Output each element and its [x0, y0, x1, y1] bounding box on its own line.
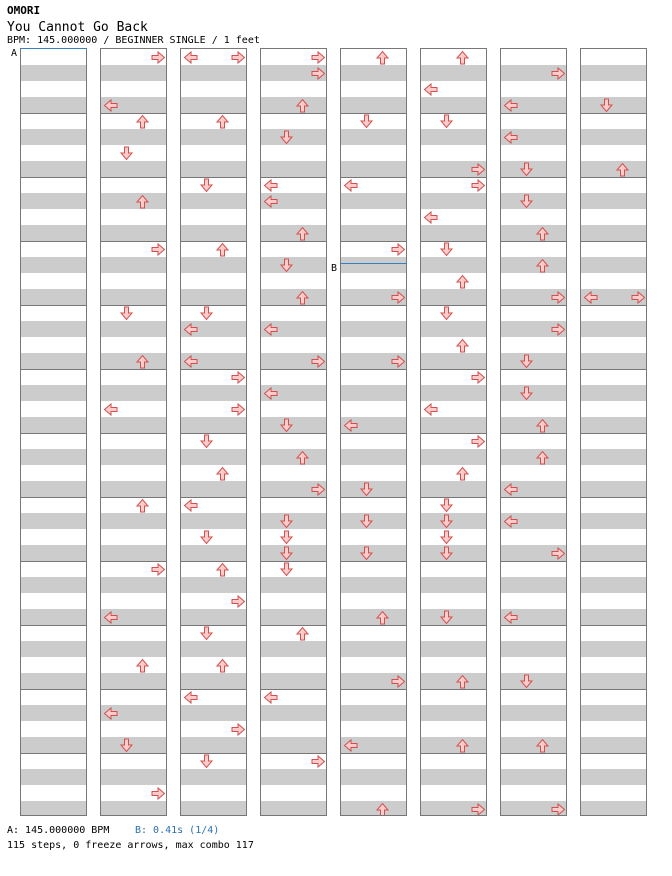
- left-arrow-icon: [263, 178, 278, 193]
- down-arrow-icon: [439, 306, 454, 321]
- measure-line: [261, 433, 326, 434]
- up-arrow-icon: [295, 450, 310, 465]
- measure-line: [261, 113, 326, 114]
- up-arrow-icon: [455, 674, 470, 689]
- down-arrow-icon: [439, 530, 454, 545]
- up-arrow-icon: [535, 738, 550, 753]
- measure-line: [261, 241, 326, 242]
- down-arrow-icon: [439, 498, 454, 513]
- measure-line: [421, 689, 486, 690]
- measure-line: [261, 305, 326, 306]
- left-arrow-icon: [503, 514, 518, 529]
- measure-line: [101, 689, 166, 690]
- measure-line: [501, 497, 566, 498]
- right-arrow-icon: [231, 722, 246, 737]
- measure-line: [21, 241, 86, 242]
- measure-line: [501, 625, 566, 626]
- measure-line: [421, 753, 486, 754]
- left-arrow-icon: [103, 706, 118, 721]
- up-arrow-icon: [295, 290, 310, 305]
- measure-line: [341, 753, 406, 754]
- down-arrow-icon: [439, 546, 454, 561]
- chart-column: [180, 48, 247, 816]
- right-arrow-icon: [311, 50, 326, 65]
- measure-line: [341, 433, 406, 434]
- right-arrow-icon: [471, 370, 486, 385]
- right-arrow-icon: [231, 50, 246, 65]
- right-arrow-icon: [391, 242, 406, 257]
- up-arrow-icon: [455, 338, 470, 353]
- down-arrow-icon: [439, 242, 454, 257]
- up-arrow-icon: [535, 258, 550, 273]
- down-arrow-icon: [359, 546, 374, 561]
- measure-line: [21, 689, 86, 690]
- down-arrow-icon: [279, 418, 294, 433]
- down-arrow-icon: [359, 114, 374, 129]
- left-arrow-icon: [183, 50, 198, 65]
- measure-line: [581, 177, 646, 178]
- measure-line: [501, 113, 566, 114]
- measure-line: [581, 561, 646, 562]
- left-arrow-icon: [423, 82, 438, 97]
- up-arrow-icon: [535, 450, 550, 465]
- down-arrow-icon: [119, 146, 134, 161]
- down-arrow-icon: [279, 562, 294, 577]
- measure-line: [341, 625, 406, 626]
- measure-line: [421, 625, 486, 626]
- chart-column: [420, 48, 487, 816]
- up-arrow-icon: [215, 242, 230, 257]
- right-arrow-icon: [311, 354, 326, 369]
- up-arrow-icon: [135, 658, 150, 673]
- measure-line: [341, 561, 406, 562]
- left-arrow-icon: [343, 738, 358, 753]
- artist-name: OMORI: [7, 4, 41, 17]
- measure-line: [581, 241, 646, 242]
- right-arrow-icon: [471, 162, 486, 177]
- left-arrow-icon: [103, 610, 118, 625]
- chart-column: [500, 48, 567, 816]
- right-arrow-icon: [391, 290, 406, 305]
- measure-line: [501, 433, 566, 434]
- up-arrow-icon: [375, 802, 390, 816]
- left-arrow-icon: [583, 290, 598, 305]
- chart-column: [260, 48, 327, 816]
- up-arrow-icon: [215, 114, 230, 129]
- measure-line: [501, 241, 566, 242]
- left-arrow-icon: [503, 482, 518, 497]
- left-arrow-icon: [263, 690, 278, 705]
- left-arrow-icon: [183, 322, 198, 337]
- measure-line: [21, 305, 86, 306]
- measure-line: [21, 497, 86, 498]
- down-arrow-icon: [439, 610, 454, 625]
- left-arrow-icon: [183, 498, 198, 513]
- up-arrow-icon: [215, 466, 230, 481]
- right-arrow-icon: [231, 594, 246, 609]
- up-arrow-icon: [135, 498, 150, 513]
- left-arrow-icon: [183, 690, 198, 705]
- measure-line: [101, 497, 166, 498]
- right-arrow-icon: [551, 322, 566, 337]
- bpm-marker-line: [20, 48, 87, 49]
- up-arrow-icon: [135, 194, 150, 209]
- left-arrow-icon: [423, 402, 438, 417]
- measure-line: [21, 369, 86, 370]
- measure-line: [101, 113, 166, 114]
- right-arrow-icon: [391, 354, 406, 369]
- down-arrow-icon: [279, 530, 294, 545]
- up-arrow-icon: [455, 50, 470, 65]
- left-arrow-icon: [503, 130, 518, 145]
- measure-line: [21, 177, 86, 178]
- measure-line: [501, 753, 566, 754]
- right-arrow-icon: [151, 50, 166, 65]
- up-arrow-icon: [295, 98, 310, 113]
- up-arrow-icon: [535, 226, 550, 241]
- left-arrow-icon: [503, 98, 518, 113]
- up-arrow-icon: [615, 162, 630, 177]
- left-arrow-icon: [423, 210, 438, 225]
- right-arrow-icon: [551, 546, 566, 561]
- down-arrow-icon: [199, 434, 214, 449]
- down-arrow-icon: [279, 546, 294, 561]
- measure-line: [341, 497, 406, 498]
- right-arrow-icon: [631, 290, 646, 305]
- up-arrow-icon: [375, 50, 390, 65]
- measure-line: [181, 241, 246, 242]
- measure-line: [101, 625, 166, 626]
- measure-line: [261, 497, 326, 498]
- down-arrow-icon: [519, 194, 534, 209]
- down-arrow-icon: [519, 386, 534, 401]
- left-arrow-icon: [343, 178, 358, 193]
- measure-line: [21, 753, 86, 754]
- right-arrow-icon: [311, 754, 326, 769]
- right-arrow-icon: [151, 786, 166, 801]
- down-arrow-icon: [279, 258, 294, 273]
- bpm-marker-line: [340, 263, 407, 264]
- measure-line: [581, 305, 646, 306]
- up-arrow-icon: [455, 466, 470, 481]
- up-arrow-icon: [535, 418, 550, 433]
- measure-line: [581, 433, 646, 434]
- measure-line: [581, 753, 646, 754]
- up-arrow-icon: [135, 114, 150, 129]
- down-arrow-icon: [199, 178, 214, 193]
- up-arrow-icon: [215, 658, 230, 673]
- down-arrow-icon: [439, 114, 454, 129]
- measure-line: [181, 113, 246, 114]
- right-arrow-icon: [151, 562, 166, 577]
- measure-line: [101, 369, 166, 370]
- measure-line: [501, 177, 566, 178]
- up-arrow-icon: [455, 274, 470, 289]
- measure-line: [21, 561, 86, 562]
- measure-line: [341, 305, 406, 306]
- measure-line: [581, 497, 646, 498]
- left-arrow-icon: [503, 610, 518, 625]
- measure-line: [181, 561, 246, 562]
- left-arrow-icon: [263, 194, 278, 209]
- left-arrow-icon: [103, 402, 118, 417]
- left-arrow-icon: [103, 98, 118, 113]
- bpm-legend-a: A: 145.000000 BPM: [7, 825, 110, 836]
- step-stats: 115 steps, 0 freeze arrows, max combo 117: [7, 840, 254, 851]
- right-arrow-icon: [231, 402, 246, 417]
- left-arrow-icon: [183, 354, 198, 369]
- measure-line: [501, 689, 566, 690]
- bpm-legend-b: B: 0.41s (1/4): [135, 825, 220, 836]
- right-arrow-icon: [551, 290, 566, 305]
- down-arrow-icon: [519, 354, 534, 369]
- measure-line: [101, 753, 166, 754]
- left-arrow-icon: [343, 418, 358, 433]
- down-arrow-icon: [279, 514, 294, 529]
- up-arrow-icon: [455, 738, 470, 753]
- down-arrow-icon: [119, 738, 134, 753]
- down-arrow-icon: [519, 162, 534, 177]
- left-arrow-icon: [263, 322, 278, 337]
- up-arrow-icon: [295, 626, 310, 641]
- up-arrow-icon: [135, 354, 150, 369]
- chart-column: [100, 48, 167, 816]
- measure-line: [421, 561, 486, 562]
- measure-line: [101, 177, 166, 178]
- down-arrow-icon: [359, 482, 374, 497]
- measure-line: [501, 369, 566, 370]
- song-title: You Cannot Go Back: [7, 20, 148, 35]
- up-arrow-icon: [375, 610, 390, 625]
- measure-line: [21, 433, 86, 434]
- bpm-marker-label: B: [331, 263, 338, 274]
- measure-line: [101, 433, 166, 434]
- measure-line: [341, 689, 406, 690]
- measure-line: [501, 561, 566, 562]
- up-arrow-icon: [295, 226, 310, 241]
- right-arrow-icon: [231, 370, 246, 385]
- chart-column: [20, 48, 87, 816]
- down-arrow-icon: [599, 98, 614, 113]
- measure-line: [261, 625, 326, 626]
- up-arrow-icon: [215, 562, 230, 577]
- measure-line: [21, 113, 86, 114]
- down-arrow-icon: [199, 754, 214, 769]
- measure-line: [341, 369, 406, 370]
- right-arrow-icon: [471, 178, 486, 193]
- measure-line: [581, 689, 646, 690]
- down-arrow-icon: [519, 674, 534, 689]
- bpm-marker-label: A: [11, 48, 18, 59]
- right-arrow-icon: [551, 66, 566, 81]
- right-arrow-icon: [471, 802, 486, 816]
- measure-line: [581, 625, 646, 626]
- measure-line: [581, 113, 646, 114]
- down-arrow-icon: [199, 626, 214, 641]
- right-arrow-icon: [391, 674, 406, 689]
- right-arrow-icon: [471, 434, 486, 449]
- left-arrow-icon: [263, 386, 278, 401]
- down-arrow-icon: [439, 514, 454, 529]
- measure-line: [21, 625, 86, 626]
- right-arrow-icon: [151, 242, 166, 257]
- measure-line: [581, 369, 646, 370]
- chart-column: [580, 48, 647, 816]
- measure-line: [261, 369, 326, 370]
- down-arrow-icon: [199, 306, 214, 321]
- down-arrow-icon: [119, 306, 134, 321]
- down-arrow-icon: [199, 530, 214, 545]
- down-arrow-icon: [359, 514, 374, 529]
- right-arrow-icon: [551, 802, 566, 816]
- chart-column: [340, 48, 407, 816]
- measure-line: [501, 305, 566, 306]
- chart-info: BPM: 145.000000 / BEGINNER SINGLE / 1 feet: [7, 35, 260, 46]
- right-arrow-icon: [311, 482, 326, 497]
- right-arrow-icon: [311, 66, 326, 81]
- down-arrow-icon: [279, 130, 294, 145]
